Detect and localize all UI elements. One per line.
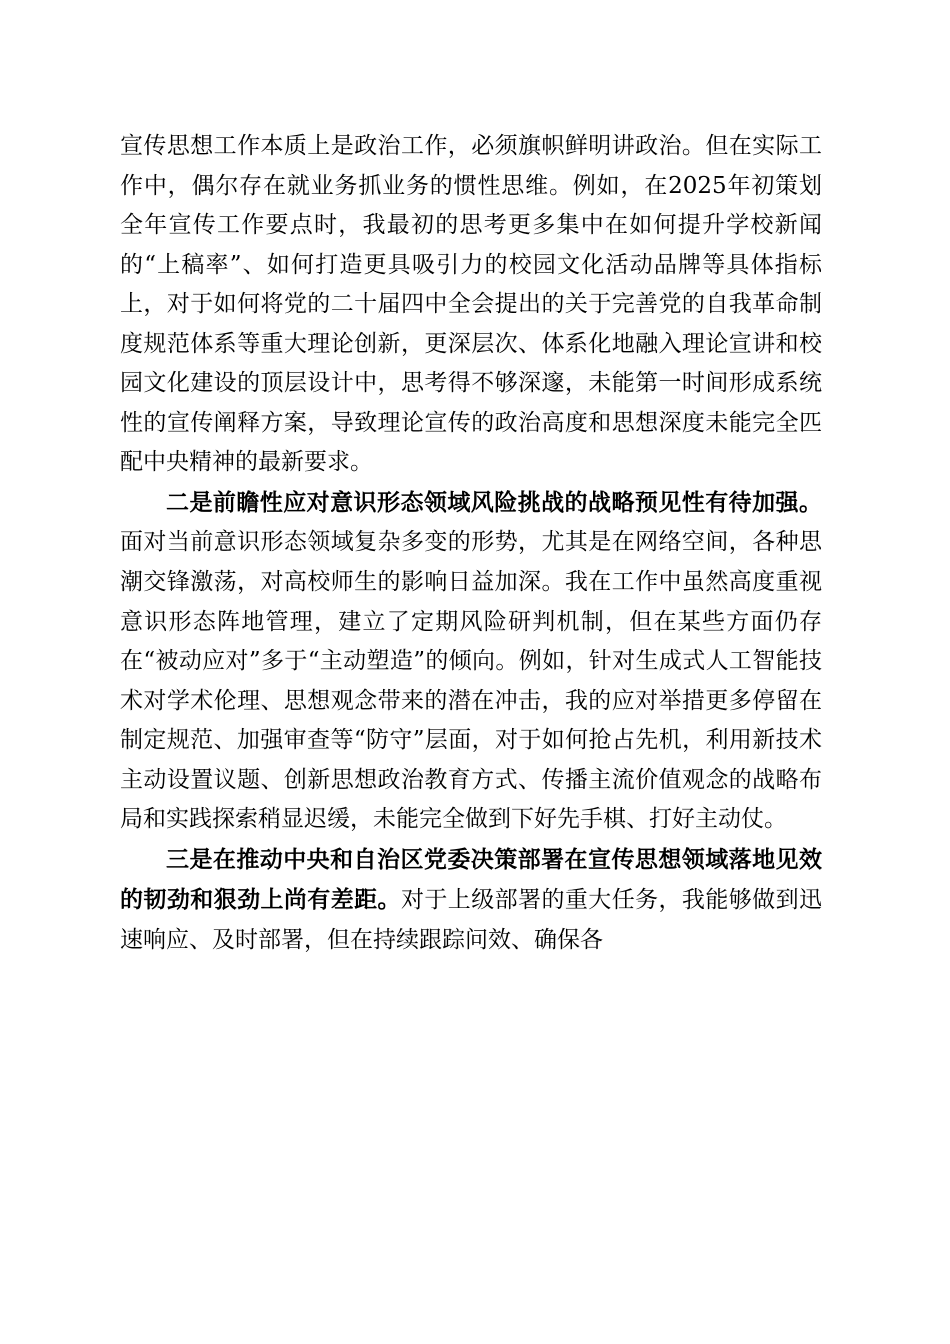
paragraph-2-heading: 二是前瞻性应对意识形态领域风险挑战的战略预见性有待加强。 <box>166 488 822 516</box>
paragraph-1-text: 宣传思想工作本质上是政治工作，必须旗帜鲜明讲政治。但在实际工作中，偶尔存在就业务抓业务的惯性思维。例如，在2025年初策划全年宣传工作要点时，我最初的思考更多集中在如何提升学校新闻的“上稿率”、如何打造更具吸引力的校园文化活动品牌等具体指标上，对于如何将党的二十届四中全会提出的关于完善党的自我革命制度规范体系等重大理论创新，更深层次、体系化地融入理论宣讲和校园文化建设的顶层设计中，思考得不够深邃，未能第一时间形成系统性的宣传阐释方案，导致理论宣传的政治高度和思想深度未能完全匹配中央精神的最新要求。 <box>120 133 822 476</box>
paragraph-2 <box>120 483 822 840</box>
paragraph-3-heading: 三是在推动中央和自治区党委决策部署在宣传思想领域落地见效的韧劲和狠劲上尚有差距。 <box>120 845 822 914</box>
paragraph-3 <box>120 840 822 961</box>
paragraph-1 <box>120 127 822 483</box>
paragraph-3-text: 对于上级部署的重大任务，我能够做到迅速响应、及时部署，但在持续跟踪问效、确保各 <box>120 887 823 953</box>
document-body <box>120 127 822 960</box>
paragraph-2-text: 面对当前意识形态领域复杂多变的形势，尤其是在网络空间，各种思潮交锋激荡，对高校师生的影响日益加深。我在工作中虽然高度重视意识形态阵地管理，建立了定期风险研判机制，但在某些方面仍存在“被动应对”多于“主动塑造”的倾向。例如，针对生成式人工智能技术对学术伦理、思想观念带来的潜在冲击，我的应对举措更多停留在制定规范、加强审查等“防守”层面，对于如何抢占先机，利用新技术主动设置议题、创新思想政治教育方式、传播主流价值观念的战略布局和实践探索稍显迟缓，未能完全做到下好先手棋、打好主动仗。 <box>120 529 822 833</box>
